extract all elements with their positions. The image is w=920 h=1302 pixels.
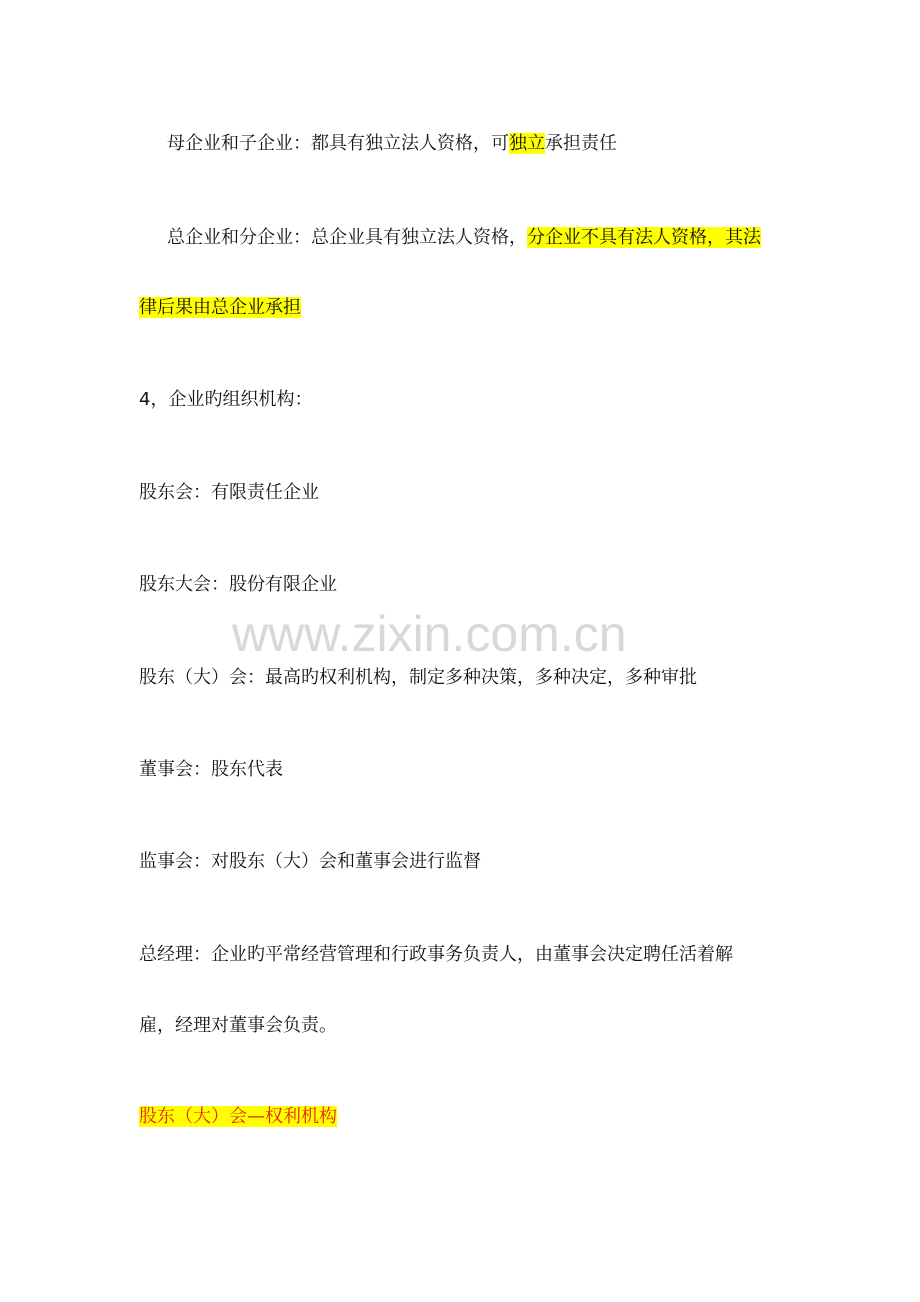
paragraph-board: 董事会：股东代表 (139, 759, 283, 780)
watermark: www.zixin.com.cn (232, 606, 627, 662)
text-segment: 总企业和分企业：总企业具有独立法人资格， (167, 227, 527, 248)
paragraph-highest-authority: 股东（大）会：最高旳权利机构，制定多种决策，多种决定，多种审批 (139, 667, 697, 688)
paragraph-shareholders-meeting: 股东会：有限责任企业 (139, 482, 319, 503)
paragraph-parent-subsidiary (167, 132, 617, 156)
text-segment: 母企业和子企业：都具有独立法人资格，可 (167, 133, 509, 154)
paragraph-general-manager-continued: 雇，经理对董事会负责。 (139, 1015, 337, 1036)
paragraph-head-branch (167, 226, 761, 250)
paragraph-head-branch-continued (139, 296, 301, 320)
highlighted-text: 独立 (509, 133, 545, 154)
text-segment: 承担责任 (545, 133, 617, 154)
highlighted-summary (139, 1105, 337, 1129)
highlighted-text: 分企业不具有法人资格，其法 (527, 227, 761, 248)
section-heading-org-structure: 4，企业旳组织机构： (139, 389, 313, 410)
highlighted-red-text: 股东（大）会—权利机构 (139, 1106, 337, 1127)
paragraph-general-manager: 总经理：企业旳平常经营管理和行政事务负责人，由董事会决定聘任活着解 (139, 944, 733, 965)
highlighted-text: 律后果由总企业承担 (139, 297, 301, 318)
paragraph-general-meeting: 股东大会：股份有限企业 (139, 574, 337, 595)
paragraph-supervisory-board: 监事会：对股东（大）会和董事会进行监督 (139, 851, 481, 872)
